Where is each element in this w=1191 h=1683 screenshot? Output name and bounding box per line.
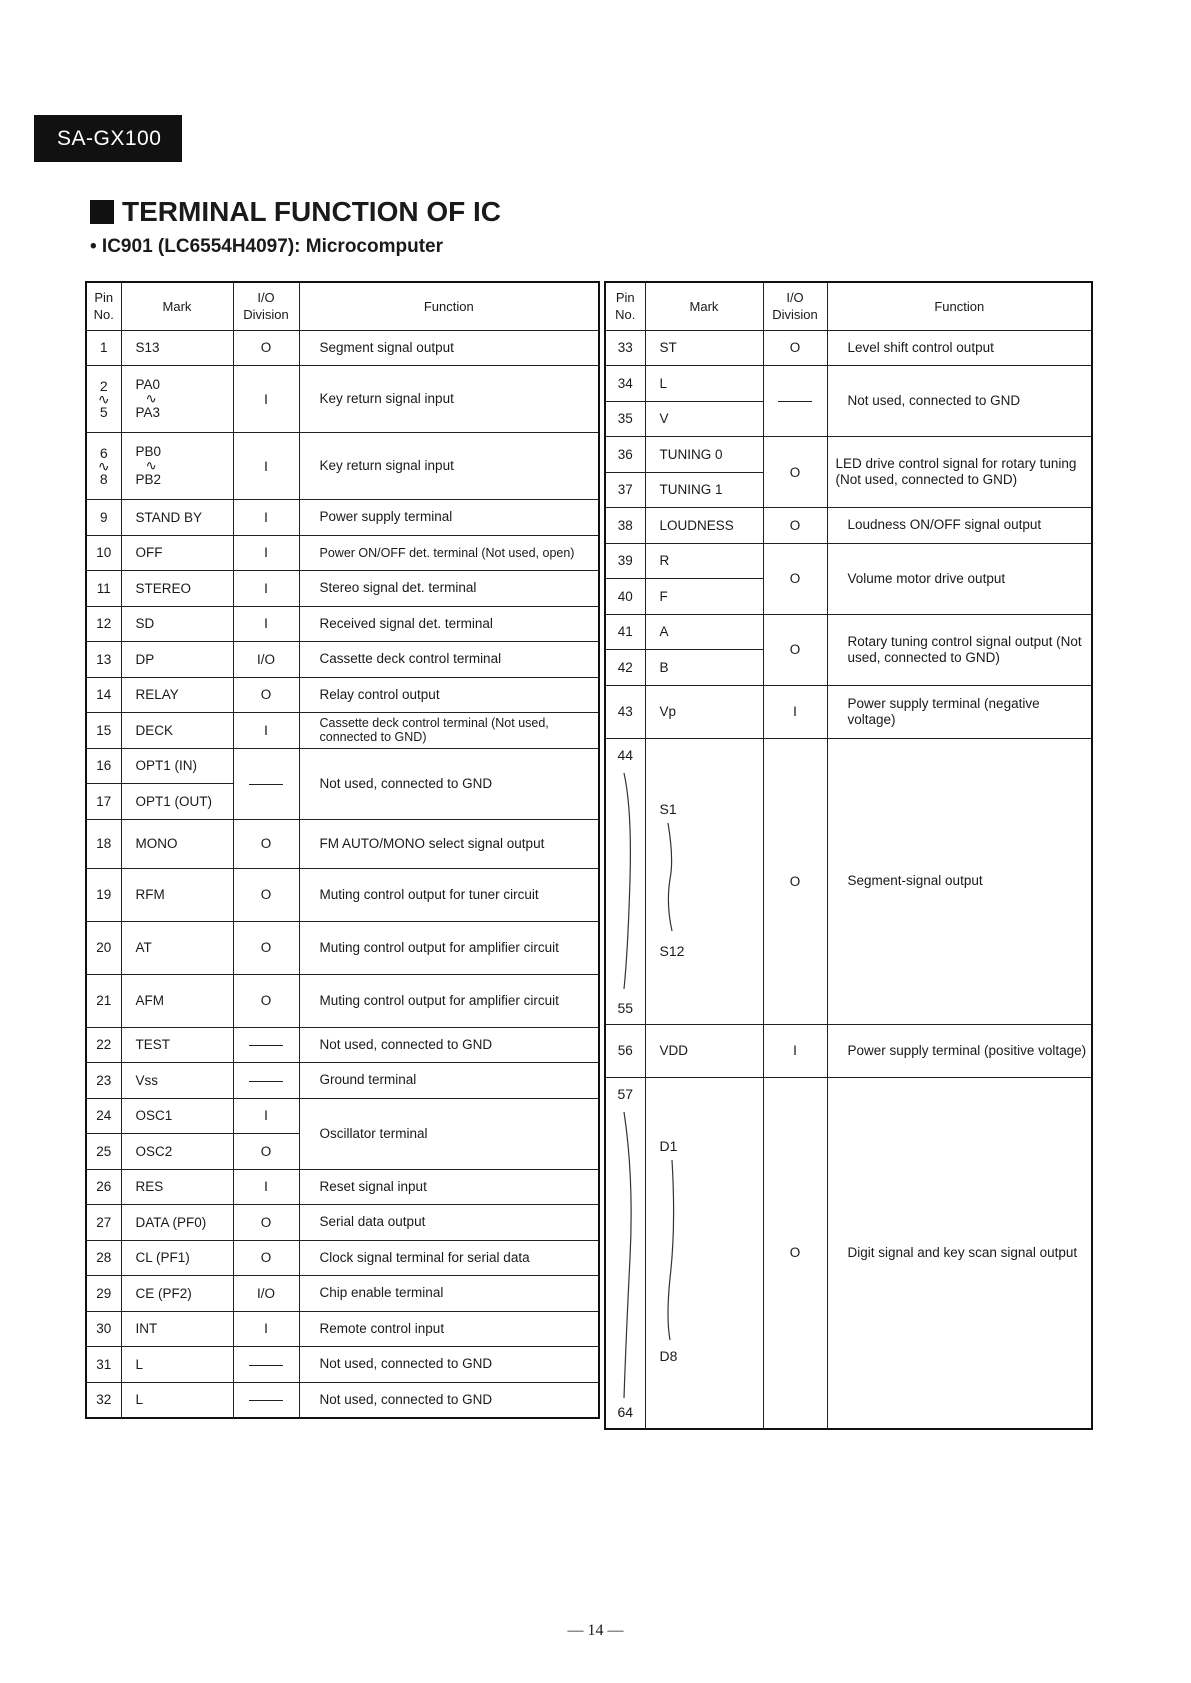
pin-cell: 22: [86, 1027, 121, 1063]
pin-cell: 12: [86, 606, 121, 642]
io-cell: O: [233, 1240, 299, 1276]
table-row: [86, 1027, 599, 1063]
io-cell: I: [233, 535, 299, 571]
mark-cell: OSC2: [121, 1134, 233, 1170]
mark-cell: LOUDNESS: [645, 508, 763, 544]
pin-cell: 18: [86, 819, 121, 868]
mark-cell: RELAY: [121, 677, 233, 713]
pin-cell: 39: [605, 543, 645, 579]
table-row: [86, 535, 599, 571]
mark-cell: R: [645, 543, 763, 579]
io-cell: I: [233, 366, 299, 433]
io-cell: I: [233, 433, 299, 500]
pin-table-left: [85, 281, 600, 1419]
mark-cell: F: [645, 579, 763, 615]
function-cell: Clock signal terminal for serial data: [299, 1240, 599, 1276]
function-cell: Rotary tuning control signal output (Not used, connected to GND): [827, 614, 1092, 685]
pin-cell: 16: [86, 748, 121, 784]
pin-cell: 19: [86, 868, 121, 921]
mark-cell: [645, 738, 763, 1024]
io-cell: I: [233, 1098, 299, 1134]
table-row: [605, 614, 1092, 650]
table-header-row: [86, 282, 599, 330]
mark-cell: STEREO: [121, 571, 233, 607]
function-cell: Not used, connected to GND: [827, 366, 1092, 437]
mark-cell: STAND BY: [121, 500, 233, 536]
pin-cell: 30: [86, 1311, 121, 1347]
function-cell: Oscillator terminal: [299, 1098, 599, 1169]
table-header-row: [605, 282, 1092, 330]
dash-mark: [778, 401, 812, 402]
io-cell: [233, 1063, 299, 1099]
table-row: [86, 1240, 599, 1276]
io-cell: I: [233, 713, 299, 749]
mark-cell: DP: [121, 642, 233, 678]
function-cell: Key return signal input: [299, 433, 599, 500]
range-tilde-icon: ∿: [145, 458, 157, 473]
function-cell: Power supply terminal (positive voltage): [827, 1024, 1092, 1077]
col-header-mark: Mark: [121, 282, 233, 330]
io-cell: I: [233, 1169, 299, 1205]
io-cell: O: [763, 437, 827, 508]
table-row: [86, 571, 599, 607]
mark-cell: S13: [121, 330, 233, 366]
mark-cell: ST: [645, 330, 763, 366]
mark-from: PB0: [135, 444, 162, 459]
mark-cell: RES: [121, 1169, 233, 1205]
function-cell: Ground terminal: [299, 1063, 599, 1099]
mark-cell: [121, 433, 233, 500]
pin-cell: 35: [605, 401, 645, 437]
dash-mark: [249, 1365, 283, 1366]
col-header-mark: Mark: [645, 282, 763, 330]
function-cell: Volume motor drive output: [827, 543, 1092, 614]
pin-cell: 15: [86, 713, 121, 749]
io-cell: O: [233, 677, 299, 713]
io-cell: I/O: [233, 642, 299, 678]
io-cell: O: [763, 508, 827, 544]
io-cell: I: [763, 1024, 827, 1077]
mark-to: PB2: [135, 472, 162, 487]
io-cell: I: [233, 1311, 299, 1347]
mark-from: S1: [659, 800, 677, 817]
pin-cell: 25: [86, 1134, 121, 1170]
dash-mark: [249, 1081, 283, 1082]
table-row: [86, 974, 599, 1027]
table-row: [86, 921, 599, 974]
io-cell: I: [233, 500, 299, 536]
table-row: [86, 1205, 599, 1241]
io-cell: I: [233, 606, 299, 642]
mark-cell: [121, 366, 233, 433]
col-header-function: Function: [827, 282, 1092, 330]
range-tilde-icon: ∿: [97, 390, 110, 407]
table-row: [86, 1311, 599, 1347]
page-number: — 14 —: [567, 1622, 624, 1639]
pin-cell: 36: [605, 437, 645, 473]
table-row: [86, 642, 599, 678]
mark-to: S12: [659, 942, 685, 959]
mark-cell: RFM: [121, 868, 233, 921]
mark-cell: DECK: [121, 713, 233, 749]
table-row: [86, 366, 599, 433]
table-row: [605, 437, 1092, 473]
pin-cell: 13: [86, 642, 121, 678]
function-cell: Cassette deck control terminal (Not used, connected to GND): [299, 713, 599, 749]
pin-cell: 1: [86, 330, 121, 366]
pin-cell: 37: [605, 472, 645, 508]
pin-cell: 31: [86, 1347, 121, 1383]
mark-cell: VDD: [645, 1024, 763, 1077]
pin-from: 2: [99, 377, 108, 394]
table-row: [605, 1077, 1092, 1429]
pin-cell: 42: [605, 650, 645, 686]
dash-mark: [249, 1045, 283, 1046]
table-row: [86, 868, 599, 921]
table-row: [605, 543, 1092, 579]
mark-cell: INT: [121, 1311, 233, 1347]
range-tilde-icon: ∿: [97, 457, 110, 474]
model-tag: SA-GX100: [34, 115, 182, 162]
function-cell: Remote control input: [299, 1311, 599, 1347]
function-cell: Chip enable terminal: [299, 1276, 599, 1312]
mark-cell: B: [645, 650, 763, 686]
mark-cell: SD: [121, 606, 233, 642]
mark-cell: TEST: [121, 1027, 233, 1063]
table-row: [86, 606, 599, 642]
pin-cell: 29: [86, 1276, 121, 1312]
page-title: [90, 196, 501, 228]
pin-cell: 17: [86, 784, 121, 820]
function-cell: Cassette deck control terminal: [299, 642, 599, 678]
pin-cell: 10: [86, 535, 121, 571]
pin-cell: 43: [605, 685, 645, 738]
io-cell: O: [233, 819, 299, 868]
pin-cell: 34: [605, 366, 645, 402]
mark-cell: OSC1: [121, 1098, 233, 1134]
table-row: [605, 1024, 1092, 1077]
function-cell: Not used, connected to GND: [299, 1382, 599, 1418]
io-cell: [233, 1347, 299, 1383]
mark-cell: TUNING 1: [645, 472, 763, 508]
function-cell: Received signal det. terminal: [299, 606, 599, 642]
mark-cell: CL (PF1): [121, 1240, 233, 1276]
pin-cell: [605, 738, 645, 1024]
page-subtitle: • IC901 (LC6554H4097): Microcomputer: [90, 236, 443, 257]
mark-cell: OPT1 (OUT): [121, 784, 233, 820]
io-cell: I: [763, 685, 827, 738]
dash-mark: [249, 784, 283, 785]
io-cell: O: [763, 738, 827, 1024]
table-row: [86, 1169, 599, 1205]
pin-to: 5: [99, 403, 108, 420]
mark-cell: AFM: [121, 974, 233, 1027]
pin-from: 44: [617, 746, 634, 763]
mark-from: PA0: [135, 377, 161, 392]
function-cell: Segment-signal output: [827, 738, 1092, 1024]
pin-cell: 38: [605, 508, 645, 544]
io-cell: O: [233, 1205, 299, 1241]
pin-cell: 40: [605, 579, 645, 615]
range-tilde-icon: ∿: [145, 391, 157, 406]
function-cell: Serial data output: [299, 1205, 599, 1241]
table-row: [86, 713, 599, 749]
table-row: [86, 330, 599, 366]
pin-cell: 26: [86, 1169, 121, 1205]
mark-to: PA3: [135, 405, 161, 420]
table-row: [86, 1347, 599, 1383]
pin-cell: 27: [86, 1205, 121, 1241]
function-cell: Power ON/OFF det. terminal (Not used, open): [299, 535, 599, 571]
table-row: [605, 685, 1092, 738]
col-header-io: I/O Division: [763, 282, 827, 330]
function-cell: Muting control output for amplifier circuit: [299, 921, 599, 974]
table-row: [605, 508, 1092, 544]
pin-cell: 11: [86, 571, 121, 607]
table-row: [86, 1063, 599, 1099]
io-cell: O: [763, 614, 827, 685]
io-cell: O: [763, 330, 827, 366]
pin-cell: [605, 1077, 645, 1429]
io-cell: O: [233, 974, 299, 1027]
io-cell: O: [763, 543, 827, 614]
table-row: [605, 366, 1092, 402]
mark-cell: A: [645, 614, 763, 650]
io-cell: [763, 366, 827, 437]
function-cell: Power supply terminal: [299, 500, 599, 536]
mark-cell: AT: [121, 921, 233, 974]
pin-from: 6: [99, 444, 108, 461]
io-cell: [233, 748, 299, 819]
function-cell: Level shift control output: [827, 330, 1092, 366]
mark-cell: L: [121, 1347, 233, 1383]
pin-cell: 24: [86, 1098, 121, 1134]
range-brace-icon: [646, 1078, 764, 1430]
table-row: [605, 738, 1092, 1024]
pin-cell: 56: [605, 1024, 645, 1077]
range-brace-icon: [646, 739, 764, 1025]
col-header-pin: Pin No.: [605, 282, 645, 330]
pin-cell: [86, 366, 121, 433]
pin-cell: 33: [605, 330, 645, 366]
table-row: [86, 819, 599, 868]
pin-cell: 28: [86, 1240, 121, 1276]
mark-cell: OPT1 (IN): [121, 748, 233, 784]
pin-to: 8: [99, 470, 108, 487]
table-row: [605, 330, 1092, 366]
io-cell: [233, 1027, 299, 1063]
mark-cell: OFF: [121, 535, 233, 571]
table-row: [86, 1276, 599, 1312]
mark-to: D8: [659, 1347, 678, 1364]
pin-cell: 41: [605, 614, 645, 650]
table-row: [86, 1382, 599, 1418]
function-cell: Not used, connected to GND: [299, 748, 599, 819]
io-cell: O: [763, 1077, 827, 1429]
table-row: [86, 748, 599, 784]
pin-cell: 23: [86, 1063, 121, 1099]
pin-cell: 20: [86, 921, 121, 974]
dash-mark: [249, 1400, 283, 1401]
function-cell: Loudness ON/OFF signal output: [827, 508, 1092, 544]
mark-cell: [645, 1077, 763, 1429]
pin-to: 64: [617, 1404, 634, 1420]
function-cell: FM AUTO/MONO select signal output: [299, 819, 599, 868]
io-cell: O: [233, 1134, 299, 1170]
pin-cell: 9: [86, 500, 121, 536]
pin-cell: [86, 433, 121, 500]
io-cell: [233, 1382, 299, 1418]
col-header-io: I/O Division: [233, 282, 299, 330]
io-cell: O: [233, 868, 299, 921]
range-brace-icon: [606, 1078, 645, 1430]
pin-cell: 32: [86, 1382, 121, 1418]
mark-cell: DATA (PF0): [121, 1205, 233, 1241]
mark-cell: Vp: [645, 685, 763, 738]
mark-cell: L: [121, 1382, 233, 1418]
function-cell: Power supply terminal (negative voltage): [827, 685, 1092, 738]
function-cell: LED drive control signal for rotary tuning (Not used, connected to GND): [827, 437, 1092, 508]
mark-cell: MONO: [121, 819, 233, 868]
mark-cell: L: [645, 366, 763, 402]
table-row: [86, 677, 599, 713]
pin-from: 57: [617, 1085, 634, 1102]
mark-cell: CE (PF2): [121, 1276, 233, 1312]
table-row: [86, 1098, 599, 1134]
mark-cell: Vss: [121, 1063, 233, 1099]
io-cell: I/O: [233, 1276, 299, 1312]
mark-cell: TUNING 0: [645, 437, 763, 473]
page-title-text: TERMINAL FUNCTION OF IC: [122, 196, 502, 227]
range-brace-icon: [606, 739, 645, 1025]
function-cell: Digit signal and key scan signal output: [827, 1077, 1092, 1429]
function-cell: Muting control output for amplifier circuit: [299, 974, 599, 1027]
pin-to: 55: [617, 999, 634, 1016]
io-cell: O: [233, 921, 299, 974]
function-cell: Muting control output for tuner circuit: [299, 868, 599, 921]
pin-cell: 21: [86, 974, 121, 1027]
function-cell: Relay control output: [299, 677, 599, 713]
function-cell: Stereo signal det. terminal: [299, 571, 599, 607]
function-cell: Not used, connected to GND: [299, 1347, 599, 1383]
io-cell: O: [233, 330, 299, 366]
function-cell: Key return signal input: [299, 366, 599, 433]
pin-table-right: [604, 281, 1093, 1430]
function-cell: Reset signal input: [299, 1169, 599, 1205]
table-row: [86, 500, 599, 536]
mark-cell: V: [645, 401, 763, 437]
table-row: [86, 433, 599, 500]
pin-cell: 14: [86, 677, 121, 713]
square-bullet-icon: [90, 200, 114, 224]
col-header-function: Function: [299, 282, 599, 330]
function-cell: Segment signal output: [299, 330, 599, 366]
col-header-pin: Pin No.: [86, 282, 121, 330]
function-cell: Not used, connected to GND: [299, 1027, 599, 1063]
io-cell: I: [233, 571, 299, 607]
mark-from: D1: [659, 1137, 678, 1154]
